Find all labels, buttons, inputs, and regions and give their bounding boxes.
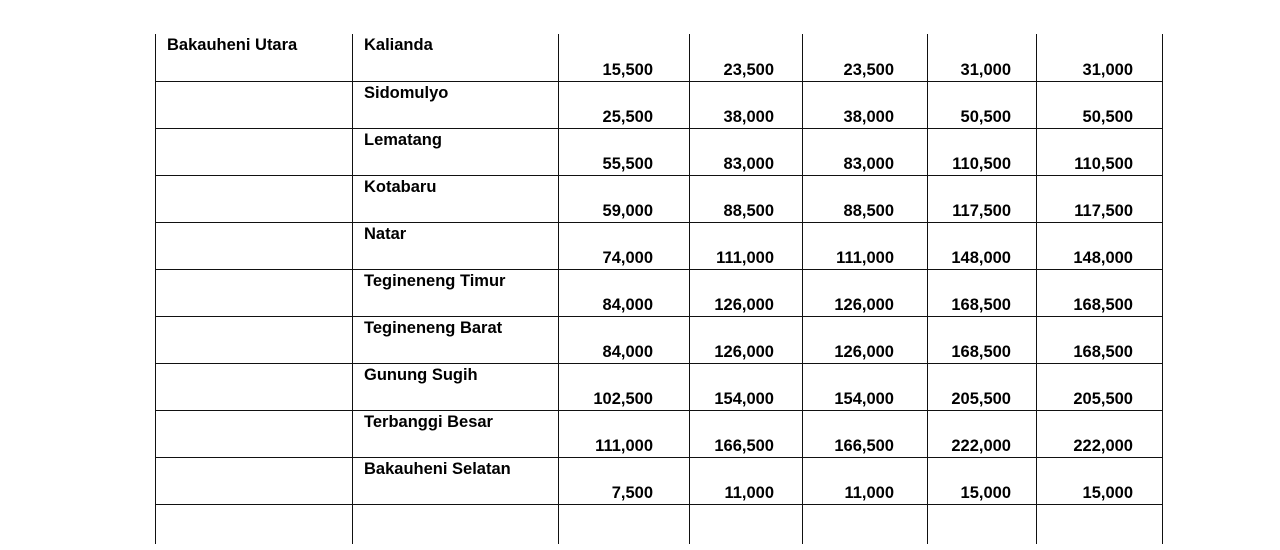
tariff-cell: 83,000 [803,128,928,175]
tariff-cell: 111,000 [690,222,803,269]
tariff-cell: 102,500 [559,363,690,410]
tariff-cell: 11,000 [803,457,928,504]
tariff-cell: 55,500 [559,128,690,175]
tariff-cell: 31,000 [928,34,1037,81]
tariff-cell: 117,500 [928,175,1037,222]
tariff-cell: 168,500 [1037,269,1163,316]
tariff-cell: 148,000 [1037,222,1163,269]
origin-cell [156,457,353,504]
origin-cell [156,222,353,269]
table-row [156,81,1163,128]
destination-cell: Gunung Sugih [353,363,559,410]
table-row [156,222,1163,269]
tariff-cell [803,504,928,544]
origin-cell [156,316,353,363]
tariff-cell: 11,000 [690,457,803,504]
table-row [156,175,1163,222]
origin-cell: Bakauheni Utara [156,34,353,81]
origin-cell [156,504,353,544]
tariff-cell: 88,500 [803,175,928,222]
tariff-cell: 23,500 [803,34,928,81]
tariff-cell: 110,500 [1037,128,1163,175]
tariff-cell [928,504,1037,544]
tariff-cell: 166,500 [690,410,803,457]
tariff-cell: 88,500 [690,175,803,222]
tariff-cell: 7,500 [559,457,690,504]
destination-cell [353,504,559,544]
table-row [156,457,1163,504]
destination-cell: Tegineneng Barat [353,316,559,363]
tariff-cell: 50,500 [928,81,1037,128]
origin-cell [156,363,353,410]
origin-cell [156,410,353,457]
tariff-cell: 126,000 [690,269,803,316]
destination-cell: Terbanggi Besar [353,410,559,457]
tariff-cell: 84,000 [559,316,690,363]
tariff-cell: 117,500 [1037,175,1163,222]
tariff-cell: 154,000 [803,363,928,410]
destination-cell: Natar [353,222,559,269]
table-row [156,363,1163,410]
origin-cell [156,128,353,175]
destination-cell: Kalianda [353,34,559,81]
origin-cell [156,175,353,222]
tariff-cell: 84,000 [559,269,690,316]
tariff-cell: 126,000 [803,316,928,363]
tariff-cell: 31,000 [1037,34,1163,81]
tariff-cell: 168,500 [928,269,1037,316]
destination-cell: Bakauheni Selatan [353,457,559,504]
destination-cell: Tegineneng Timur [353,269,559,316]
tariff-cell: 154,000 [690,363,803,410]
tariff-cell: 74,000 [559,222,690,269]
tariff-cell: 111,000 [559,410,690,457]
tariff-cell: 126,000 [690,316,803,363]
tariff-cell: 222,000 [1037,410,1163,457]
tariff-cell: 50,500 [1037,81,1163,128]
tariff-cell: 15,000 [1037,457,1163,504]
tariff-cell: 59,000 [559,175,690,222]
destination-cell: Sidomulyo [353,81,559,128]
tariff-cell: 205,500 [1037,363,1163,410]
tariff-cell: 38,000 [803,81,928,128]
tariff-cell: 148,000 [928,222,1037,269]
tariff-cell: 111,000 [803,222,928,269]
table-row [156,128,1163,175]
tariff-cell: 168,500 [928,316,1037,363]
tariff-cell: 222,000 [928,410,1037,457]
tariff-cell: 15,500 [559,34,690,81]
tariff-cell: 38,000 [690,81,803,128]
table-row [156,269,1163,316]
tariff-cell [690,504,803,544]
tariff-cell: 25,500 [559,81,690,128]
tariff-cell [1037,504,1163,544]
table-row [156,504,1163,544]
tariff-cell: 15,000 [928,457,1037,504]
toll-tariff-table [155,34,1163,544]
tariff-cell: 168,500 [1037,316,1163,363]
tariff-cell: 166,500 [803,410,928,457]
table-row [156,34,1163,81]
origin-cell [156,81,353,128]
destination-cell: Lematang [353,128,559,175]
table-row [156,316,1163,363]
tariff-cell: 110,500 [928,128,1037,175]
table-row [156,410,1163,457]
tariff-cell: 23,500 [690,34,803,81]
tariff-cell: 83,000 [690,128,803,175]
origin-cell [156,269,353,316]
tariff-cell [559,504,690,544]
tariff-cell: 126,000 [803,269,928,316]
destination-cell: Kotabaru [353,175,559,222]
tariff-cell: 205,500 [928,363,1037,410]
